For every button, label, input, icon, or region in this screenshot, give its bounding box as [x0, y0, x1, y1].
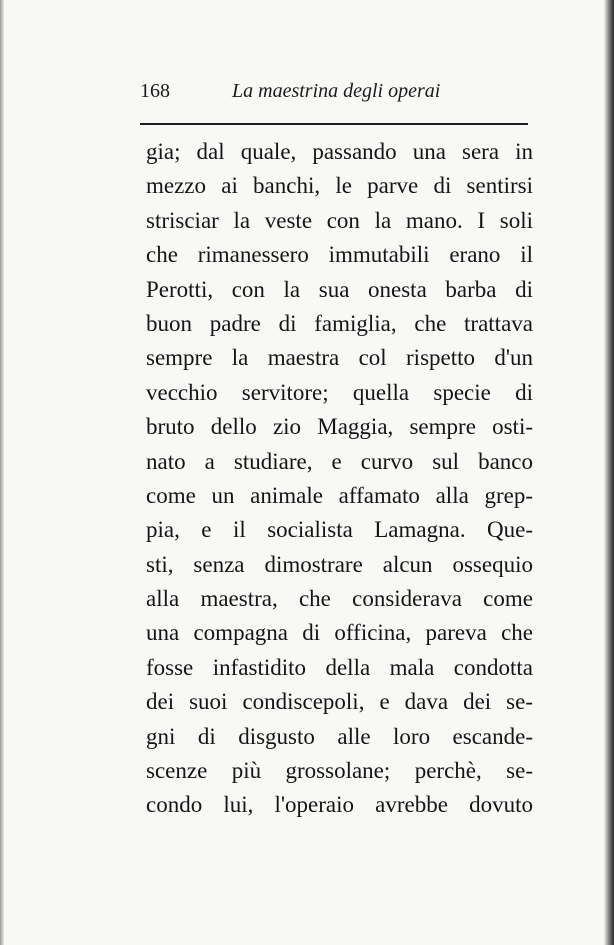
text-line: gia; dal quale, passando una sera in [146, 139, 533, 164]
text-line: dei suoi condiscepoli, e dava dei se- [146, 689, 533, 715]
text-line: strisciar la veste con la mano. I soli [146, 207, 533, 233]
text-line: buon padre di famiglia, che trattava [146, 310, 533, 336]
text-line: scenze più grossolane; perchè, se- [146, 758, 533, 784]
text-line: che rimanessero immutabili erano il [146, 242, 533, 268]
body-text [146, 135, 533, 823]
text-line: nato a studiare, e curvo sul banco [146, 448, 533, 474]
text-line: bruto dello zio Maggia, sempre osti- [146, 414, 533, 440]
header-rule [140, 123, 528, 125]
page-number: 168 [140, 80, 170, 102]
text-line: pia, e il socialista Lamagna. Que- [146, 517, 533, 543]
text-line: gni di disgusto alle loro escande- [146, 723, 533, 749]
text-line: sempre la maestra col rispetto d'un [146, 345, 533, 371]
text-line: come un animale affamato alla grep- [146, 482, 533, 508]
text-line: sti, senza dimostrare alcun ossequio [146, 551, 533, 577]
text-line: fosse infastidito della mala condotta [146, 654, 533, 680]
text-line: una compagna di officina, pareva che [146, 620, 533, 646]
page-right-edge [604, 0, 614, 945]
text-line: vecchio servitore; quella specie di [146, 379, 533, 405]
text-line: alla maestra, che considerava come [146, 586, 533, 612]
text-line: Perotti, con la sua onesta barba di [146, 276, 533, 302]
running-title: La maestrina degli operai [232, 80, 441, 102]
text-line: condo lui, l'operaio avrebbe dovuto [146, 792, 533, 818]
running-head [140, 80, 530, 110]
text-line: mezzo ai banchi, le parve di sentirsi [146, 173, 533, 199]
page-left-edge [0, 0, 4, 945]
